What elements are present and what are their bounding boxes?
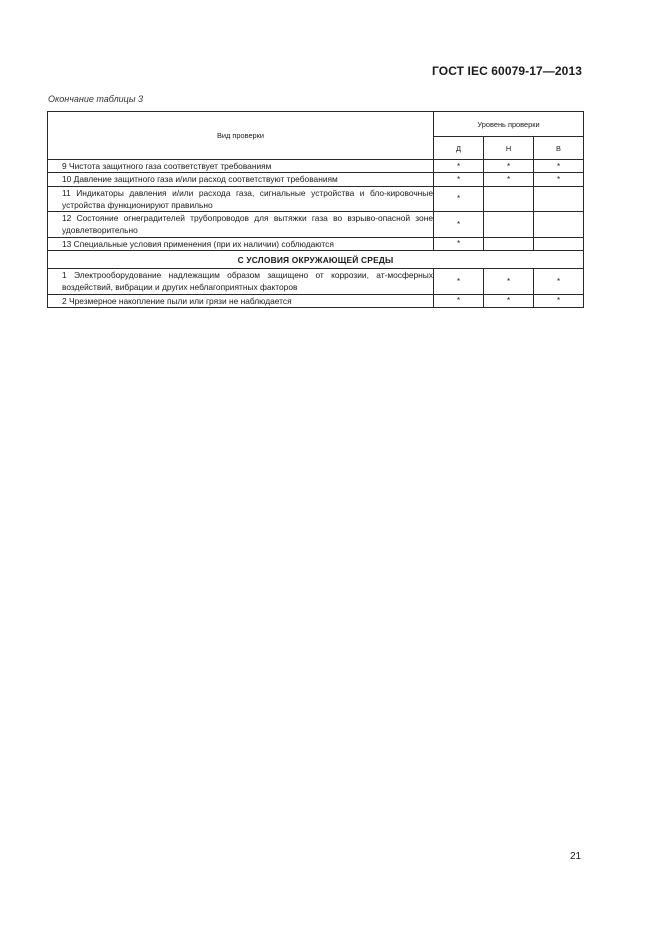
row-text: 1 Электрооборудование надлежащим образом защищено от коррозии, ат-мосферных воздействий, вибрации и других неблагоприятных факторов [62,270,433,293]
header-level-v: В [534,137,584,160]
row-description [48,294,434,307]
row-description [48,186,434,212]
mark-v: * [534,173,584,186]
mark-d: * [434,294,484,307]
document-id: ГОСТ IEC 60079-17—2013 [432,64,582,78]
row-description [48,160,434,173]
table-row [48,269,584,295]
row-text: 11 Индикаторы давления и/или расхода газа, сигнальные устройства и бло-кировочные устройства функционируют правильно [62,187,433,210]
mark-d: * [434,237,484,250]
table-row [48,212,584,238]
row-description [48,212,434,238]
mark-d: * [434,186,484,212]
table-row [48,186,584,212]
table-row [48,160,584,173]
mark-v [534,212,584,238]
mark-d: * [434,173,484,186]
header-check-type: Вид проверки [48,112,434,160]
table-row [48,294,584,307]
mark-v: * [534,160,584,173]
mark-n [484,237,534,250]
header-level-n: Н [484,137,534,160]
mark-n: * [484,294,534,307]
section-title: С УСЛОВИЯ ОКРУЖАЮЩЕЙ СРЕДЫ [48,251,584,269]
page-number: 21 [570,851,582,862]
row-description [48,173,434,186]
mark-v: * [534,269,584,295]
mark-d: * [434,212,484,238]
mark-n: * [484,269,534,295]
mark-n [484,186,534,212]
table-row [48,237,584,250]
header-level-d: Д [434,137,484,160]
table-header-row [48,112,584,137]
section-row [48,251,584,269]
mark-n [484,212,534,238]
table-row [48,173,584,186]
row-text: 12 Состояние огнеградителей трубопроводов для вытяжки газа во взрыво-опасной зоне удовлетворительно [62,213,433,236]
mark-d: * [434,269,484,295]
mark-v: * [534,294,584,307]
mark-v [534,237,584,250]
mark-n: * [484,160,534,173]
row-text: 10 Давление защитного газа и/или расход соответствуют требованиям [62,174,338,185]
row-description [48,237,434,250]
mark-d: * [434,160,484,173]
row-text: 9 Чистота защитного газа соответствует требованиям [62,161,272,171]
row-description [48,269,434,295]
row-text: 2 Чрезмерное накопление пыли или грязи не наблюдается [62,295,292,306]
mark-v [534,186,584,212]
row-text: 13 Специальные условия применения (при их наличии) соблюдаются [62,238,334,249]
mark-n: * [484,173,534,186]
table-caption: Окончание таблицы 3 [48,94,143,104]
header-check-level: Уровень проверки [434,112,584,137]
inspection-table [47,111,584,308]
